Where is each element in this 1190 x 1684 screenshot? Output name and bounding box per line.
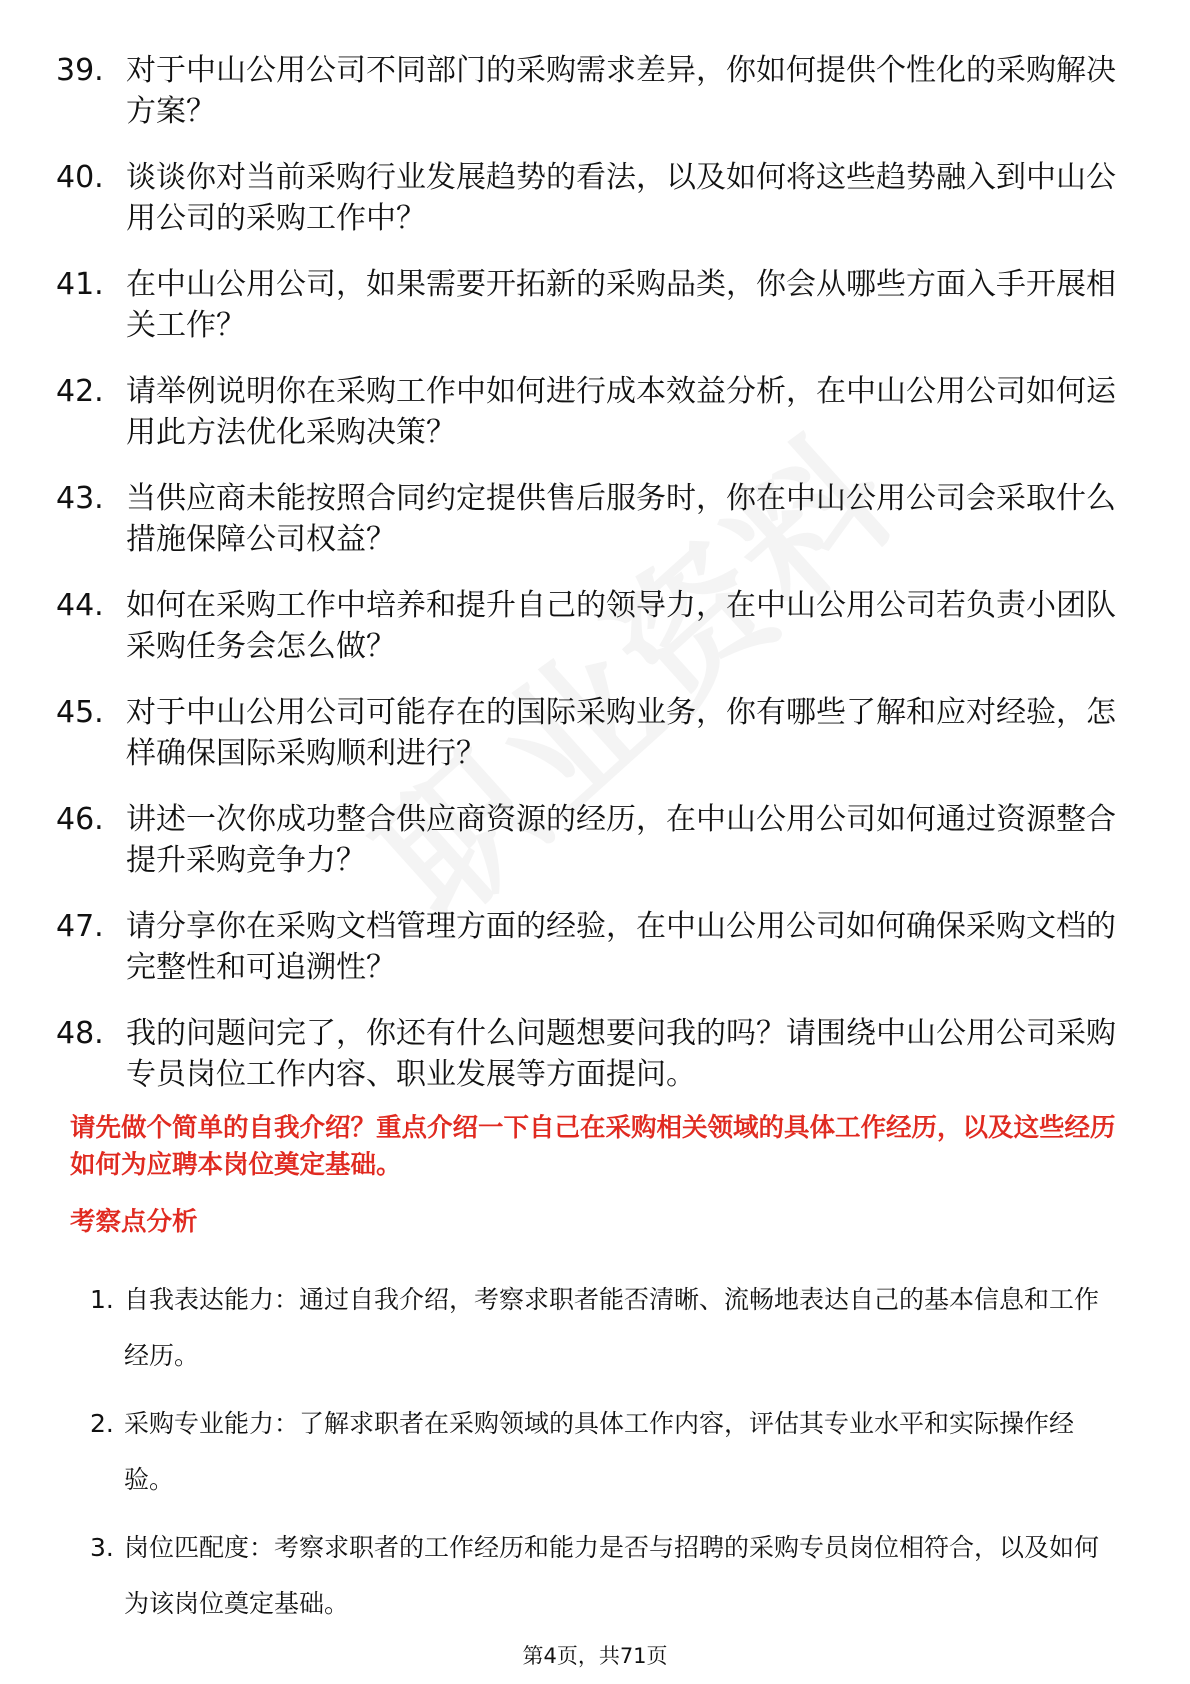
analysis-text: 岗位匹配度：考察求职者的工作经历和能力是否与招聘的采购专员岗位相符合，以及如何为该岗位奠定基础。 [124,1533,1100,1618]
question-item [56,1013,1136,1095]
question-item [56,585,1136,667]
question-number: 42. [56,374,104,409]
question-item [56,264,1136,346]
question-text: 谈谈你对当前采购行业发展趋势的看法，以及如何将这些趋势融入到中山公用公司的采购工作中？ [126,160,1116,236]
question-number: 43. [56,481,104,516]
question-text: 对于中山公用公司可能存在的国际采购业务，你有哪些了解和应对经验，怎样确保国际采购顺利进行？ [126,695,1116,771]
question-text: 对于中山公用公司不同部门的采购需求差异，你如何提供个性化的采购解决方案？ [126,53,1116,129]
question-item [56,906,1136,988]
analysis-text: 采购专业能力：了解求职者在采购领域的具体工作内容，评估其专业水平和实际操作经验。 [124,1409,1075,1494]
question-number: 46. [56,802,104,837]
question-text: 在中山公用公司，如果需要开拓新的采购品类，你会从哪些方面入手开展相关工作？ [126,267,1116,343]
question-number: 44. [56,588,104,623]
question-item [56,478,1136,560]
question-text: 当供应商未能按照合同约定提供售后服务时，你在中山公用公司会采取什么措施保障公司权益？ [126,481,1116,557]
analysis-number: 2. [90,1409,114,1438]
analysis-item [90,1396,1120,1508]
page-footer: 第4页，共71页 [522,1644,668,1668]
question-text: 请举例说明你在采购工作中如何进行成本效益分析，在中山公用公司如何运用此方法优化采购决策？ [126,374,1116,450]
analysis-text: 自我表达能力：通过自我介绍，考察求职者能否清晰、流畅地表达自己的基本信息和工作经历。 [124,1285,1100,1370]
question-item [56,799,1136,881]
question-item [56,692,1136,774]
question-text: 讲述一次你成功整合供应商资源的经历，在中山公用公司如何通过资源整合提升采购竞争力？ [126,802,1116,878]
question-item [56,157,1136,239]
intro-question: 请先做个简单的自我介绍？重点介绍一下自己在采购相关领域的具体工作经历，以及这些经历如何为应聘本岗位奠定基础。 [70,1113,1116,1180]
analysis-item [90,1272,1120,1384]
question-number: 41. [56,267,104,302]
question-item [56,371,1136,453]
analysis-list [90,1272,1120,1644]
question-text: 我的问题问完了，你还有什么问题想要问我的吗？请围绕中山公用公司采购专员岗位工作内容、职业发展等方面提问。 [126,1016,1116,1092]
question-list [56,50,1136,1120]
analysis-item [90,1520,1120,1632]
question-number: 48. [56,1016,104,1051]
question-number: 47. [56,909,104,944]
analysis-title: 考察点分析 [70,1207,198,1237]
question-number: 45. [56,695,104,730]
analysis-number: 1. [90,1285,114,1314]
question-number: 40. [56,160,104,195]
analysis-number: 3. [90,1533,114,1562]
question-number: 39. [56,53,104,88]
question-item [56,50,1136,132]
question-text: 请分享你在采购文档管理方面的经验，在中山公用公司如何确保采购文档的完整性和可追溯性？ [126,909,1116,985]
question-text: 如何在采购工作中培养和提升自己的领导力，在中山公用公司若负责小团队采购任务会怎么做？ [126,588,1116,664]
